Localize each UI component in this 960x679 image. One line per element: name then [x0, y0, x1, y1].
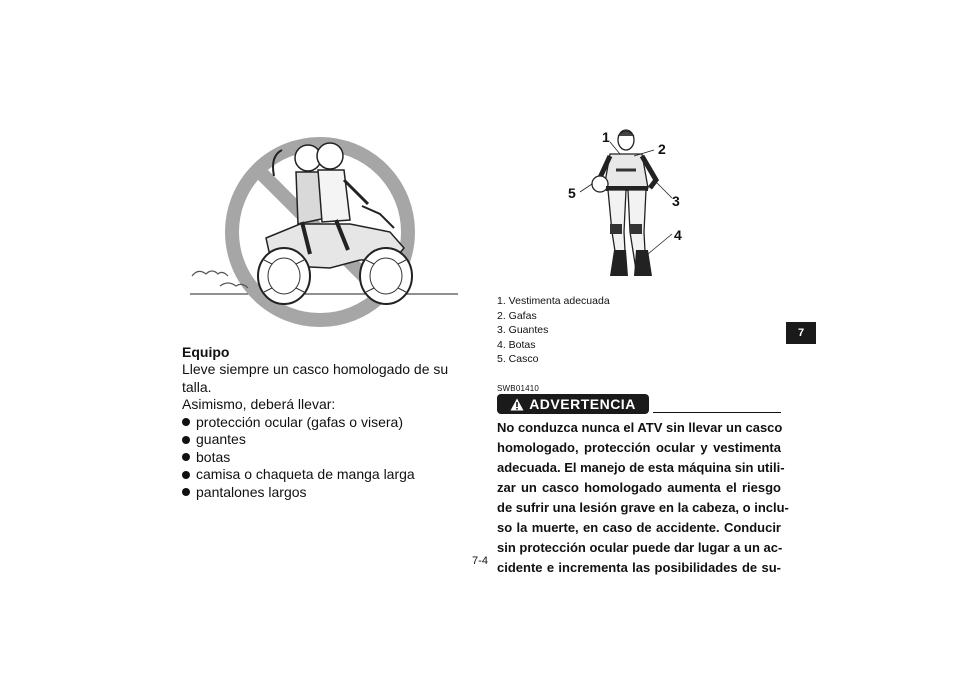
list-item: protección ocular (gafas o visera)	[182, 414, 467, 432]
warning-divider	[653, 412, 781, 413]
equipment-heading: Equipo	[182, 344, 230, 360]
bullet-icon	[182, 453, 190, 461]
list-item: pantalones largos	[182, 484, 467, 502]
warning-code: SWB01410	[497, 384, 540, 393]
warning-line: No conduzca nunca el ATV sin llevar un casco	[497, 420, 783, 435]
callout-number: 1	[602, 129, 610, 145]
bullet-icon	[182, 418, 190, 426]
warning-label: ADVERTENCIA	[529, 396, 636, 412]
caption-item: 5. Casco	[497, 353, 539, 365]
warning-line: so la muerte, en caso de accidente. Conducir	[497, 520, 781, 535]
list-item: camisa o chaqueta de manga larga	[182, 466, 467, 484]
equipment-intro-line-1: Lleve siempre un casco homologado de su talla.	[182, 361, 449, 395]
bullet-icon	[182, 471, 190, 479]
no-passenger-illustration	[180, 128, 460, 336]
callout-number: 5	[568, 185, 576, 201]
warning-line: sin protección ocular puede dar lugar a un ac-	[497, 540, 783, 555]
caption-item: 2. Gafas	[497, 309, 537, 322]
warning-badge	[497, 394, 649, 414]
warning-triangle-icon	[510, 398, 524, 411]
callout-number: 3	[672, 193, 680, 209]
chapter-number: 7	[797, 327, 805, 339]
equipment-section	[182, 343, 467, 501]
callout-number: 2	[658, 141, 666, 157]
list-item: botas	[182, 449, 467, 467]
bullet-icon	[182, 488, 190, 496]
callout-number: 4	[674, 227, 682, 243]
list-item: guantes	[182, 431, 467, 449]
equipment-list	[182, 414, 467, 502]
warning-line: zar un casco homologado aumenta el riesgo	[497, 480, 781, 495]
figure-caption-list	[497, 294, 697, 367]
warning-line: adecuada. El manejo de esta máquina sin utili-	[497, 460, 785, 475]
caption-item: 4. Botas	[497, 338, 536, 351]
bullet-icon	[182, 436, 190, 444]
warning-header	[497, 394, 781, 414]
page-number: 7-4	[472, 555, 488, 567]
equipment-intro-line-2: Asimismo, deberá llevar:	[182, 396, 336, 412]
warning-text	[497, 418, 789, 578]
caption-item: 3. Guantes	[497, 324, 549, 336]
chapter-tab	[786, 322, 816, 344]
warning-line: de sufrir una lesión grave en la cabeza, o inclu-	[497, 500, 789, 515]
warning-line: homologado, protección ocular y vestimenta	[497, 440, 781, 455]
caption-item: 1. Vestimenta adecuada	[497, 295, 610, 307]
warning-line: cidente e incrementa las posibilidades de su-	[497, 560, 781, 575]
protective-gear-illustration	[560, 124, 700, 284]
